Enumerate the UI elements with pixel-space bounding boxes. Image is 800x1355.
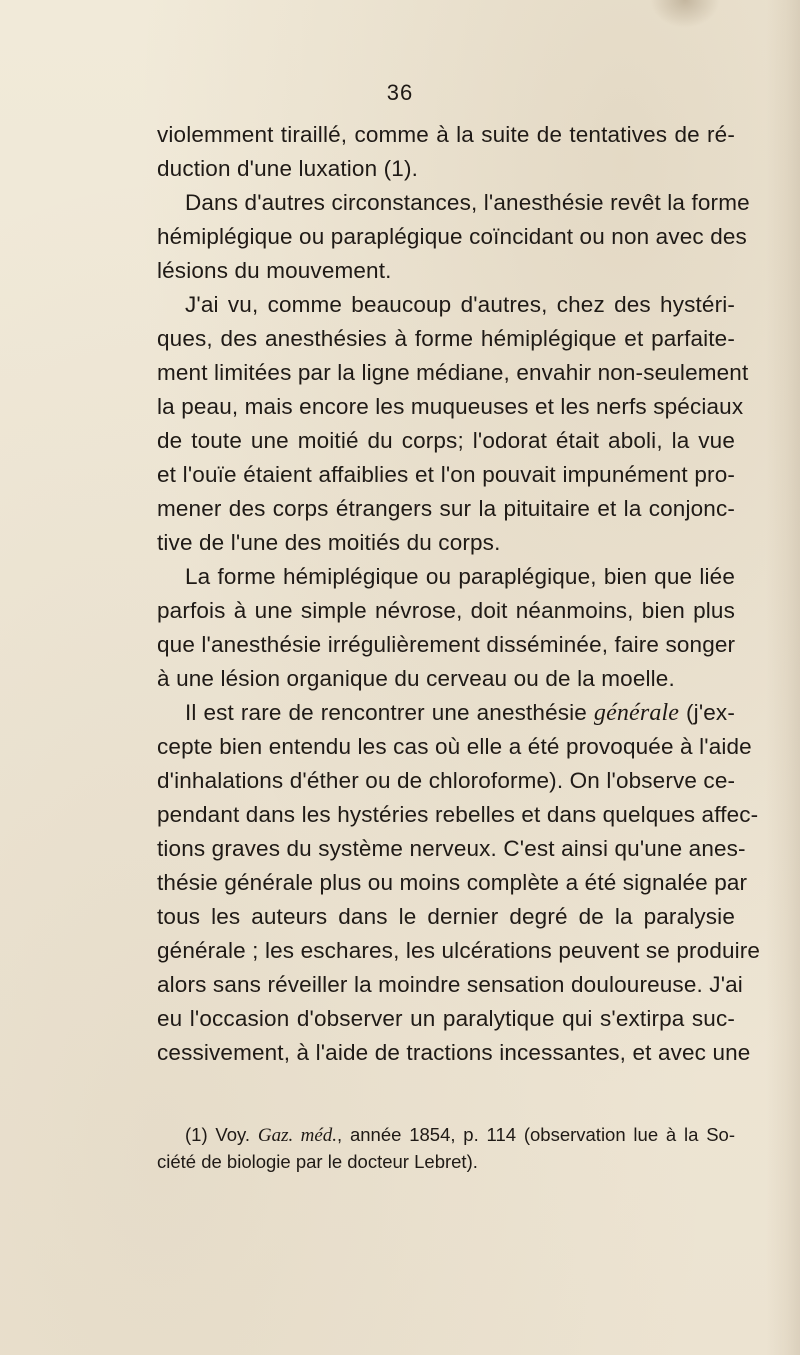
- text-line: ques, des anesthésies à forme hémiplégique et parfaite-: [157, 326, 735, 351]
- text-line: pendant dans les hystéries rebelles et dans quelques affec-: [157, 802, 759, 827]
- body-text: [157, 118, 761, 1070]
- text-line: La forme hémiplégique ou paraplégique, bien que liée: [185, 564, 735, 589]
- text-line: lésions du mouvement.: [157, 258, 392, 283]
- text-line: de toute une moitié du corps; l'odorat était aboli, la vue: [157, 428, 735, 453]
- text-line: alors sans réveiller la moindre sensation douloureuse. J'ai: [157, 972, 743, 997]
- journal-abbrev: Gaz. méd.: [257, 1125, 338, 1146]
- text-segment: (j'ex-: [679, 700, 735, 725]
- text-line: tive de l'une des moitiés du corps.: [157, 530, 501, 555]
- page-edge-shadow: [766, 0, 800, 1355]
- text-line: hémiplégique ou paraplégique coïncidant ou non avec des: [157, 224, 747, 249]
- text-line: Dans d'autres circonstances, l'anesthésie revêt la forme: [185, 190, 750, 215]
- footnote: [157, 1121, 735, 1175]
- text-line: que l'anesthésie irrégulièrement disséminée, faire songer: [157, 632, 736, 657]
- text-line: duction d'une luxation (1).: [157, 156, 419, 181]
- text-line: violemment tiraillé, comme à la suite de tentatives de ré-: [157, 122, 735, 147]
- text-line: à une lésion organique du cerveau ou de la moelle.: [157, 666, 675, 691]
- text-line: eu l'occasion d'observer un paralytique qui s'extirpa suc-: [157, 1006, 735, 1031]
- footnote-text: , année 1854, p. 114 (observation lue à la So-: [337, 1124, 736, 1145]
- italic-term: générale: [593, 700, 680, 726]
- page-stain: [650, 0, 720, 28]
- footnote-marker-text: (1) Voy.: [185, 1124, 258, 1145]
- text-line: cessivement, à l'aide de tractions incessantes, et avec une: [157, 1040, 751, 1065]
- text-line: générale ; les eschares, les ulcérations peuvent se produire: [157, 938, 761, 963]
- footnote-line: ciété de biologie par le docteur Lebret).: [157, 1151, 478, 1172]
- text-segment: Il est rare de rencontrer une anesthésie: [185, 700, 594, 725]
- text-line: tous les auteurs dans le dernier degré de la paralysie: [157, 904, 735, 929]
- text-line: et l'ouïe étaient affaiblies et l'on pouvait impunément pro-: [157, 462, 735, 487]
- text-line: d'inhalations d'éther ou de chloroforme). On l'observe ce-: [157, 768, 736, 793]
- text-line-with-italic: [157, 696, 735, 730]
- text-line: ment limitées par la ligne médiane, envahir non-seulement: [157, 360, 749, 385]
- text-line: parfois à une simple névrose, doit néanmoins, bien plus: [157, 598, 735, 623]
- text-line: thésie générale plus ou moins complète a été signalée par: [157, 870, 748, 895]
- text-line: tions graves du système nerveux. C'est ainsi qu'une anes-: [157, 836, 746, 861]
- text-line: la peau, mais encore les muqueuses et les nerfs spéciaux: [157, 394, 744, 419]
- text-line: mener des corps étrangers sur la pituitaire et la conjonc-: [157, 496, 735, 521]
- text-line: J'ai vu, comme beaucoup d'autres, chez des hystéri-: [185, 292, 735, 317]
- page-number: 36: [386, 80, 414, 105]
- footnote-line: [157, 1121, 735, 1148]
- text-line: cepte bien entendu les cas où elle a été provoquée à l'aide: [157, 734, 752, 759]
